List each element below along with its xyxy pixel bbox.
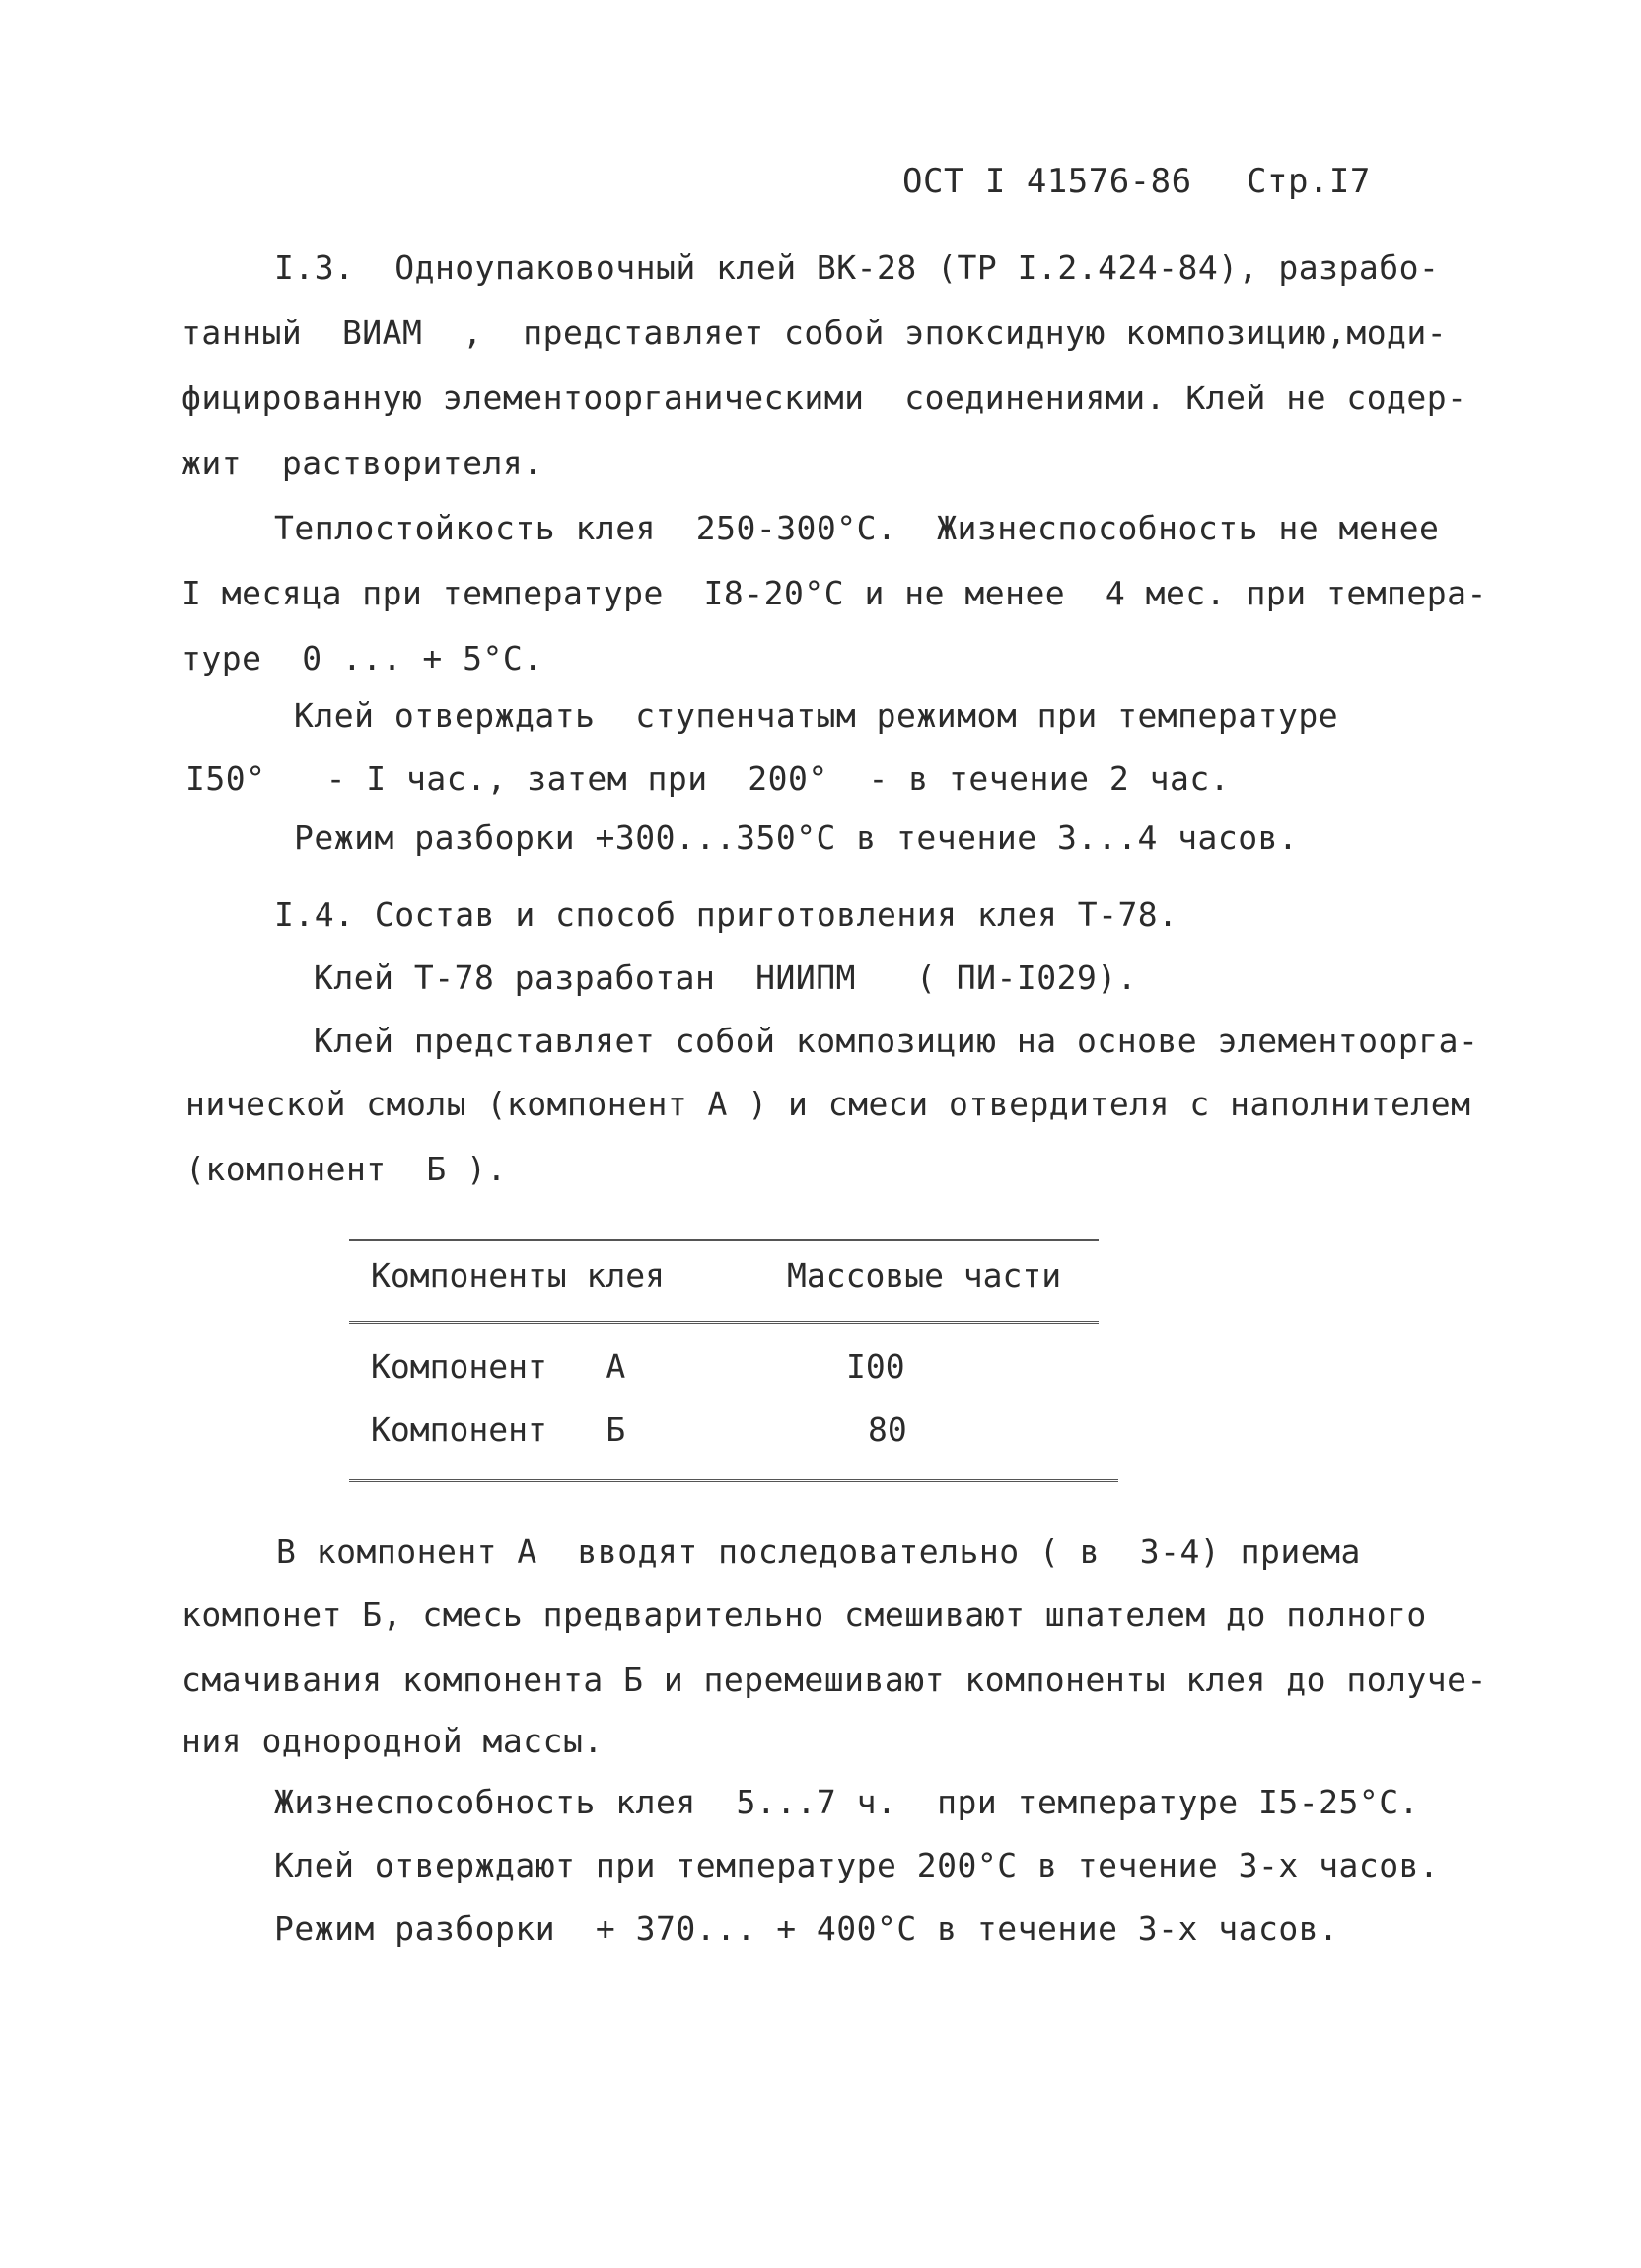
body-line: Жизнеспособность клея 5...7 ч. при температуре I5-25°С.	[274, 1783, 1419, 1821]
body-line: Режим разборки +300...350°С в течение 3...4 часов.	[294, 818, 1299, 857]
table-header-rule	[349, 1321, 1099, 1324]
body-line: туре 0 ... + 5°С.	[181, 639, 543, 677]
body-line: Режим разборки + 370... + 400°С в течение 3-х часов.	[274, 1909, 1339, 1948]
table-cell-value: I00	[846, 1347, 905, 1385]
body-line: смачивания компонента Б и перемешивают компоненты клея до получе-	[181, 1661, 1487, 1699]
body-line: Клей отверждают при температуре 200°С в течение 3-х часов.	[274, 1846, 1440, 1884]
body-line: жит растворителя.	[181, 444, 543, 482]
body-line: (компонент Б ).	[185, 1150, 507, 1188]
table-cell-component: Компонент Б	[371, 1410, 626, 1449]
body-line: компонет Б, смесь предварительно смешивают шпателем до полного	[181, 1595, 1427, 1634]
body-line: нической смолы (компонент А ) и смеси отвердителя с наполнителем	[185, 1085, 1471, 1123]
body-line: танный ВИАМ , представляет собой эпоксидную композицию,моди-	[181, 314, 1448, 352]
body-line: ния однородной массы.	[181, 1722, 604, 1760]
table-header-mass-parts: Массовые части	[787, 1256, 1062, 1295]
table-cell-value: 80	[868, 1410, 907, 1449]
document-number: ОСТ I 41576-86	[902, 162, 1192, 201]
body-line: I50° - I час., затем при 200° - в течение 2 час.	[185, 759, 1231, 798]
table-top-rule	[349, 1239, 1099, 1241]
table-header-components: Компоненты клея	[371, 1256, 666, 1295]
body-line: I месяца при температуре I8-20°С и не менее 4 мес. при темпера-	[181, 574, 1487, 612]
body-line: Теплостойкость клея 250-300°С. Жизнеспособность не менее	[274, 509, 1440, 547]
body-line: Клей представляет собой композицию на основе элементоорга-	[314, 1022, 1479, 1060]
table-cell-component: Компонент А	[371, 1347, 626, 1385]
body-line: фицированную элементоорганическими соединениями. Клей не содер-	[181, 379, 1467, 417]
body-line: Клей отверждать ступенчатым режимом при температуре	[294, 696, 1339, 735]
body-line: Клей Т-78 разработан НИИПМ ( ПИ-I029).	[314, 958, 1138, 997]
body-line: I.3. Одноупаковочный клей ВК-28 (ТР I.2.424-84), разрабо-	[274, 248, 1440, 287]
table-bottom-rule	[349, 1479, 1118, 1482]
body-line: В компонент А вводят последовательно ( в 3-4) приема	[276, 1532, 1361, 1571]
page-number: Стр.I7	[1247, 162, 1371, 201]
section-heading: I.4. Состав и способ приготовления клея Т-78.	[274, 895, 1178, 934]
